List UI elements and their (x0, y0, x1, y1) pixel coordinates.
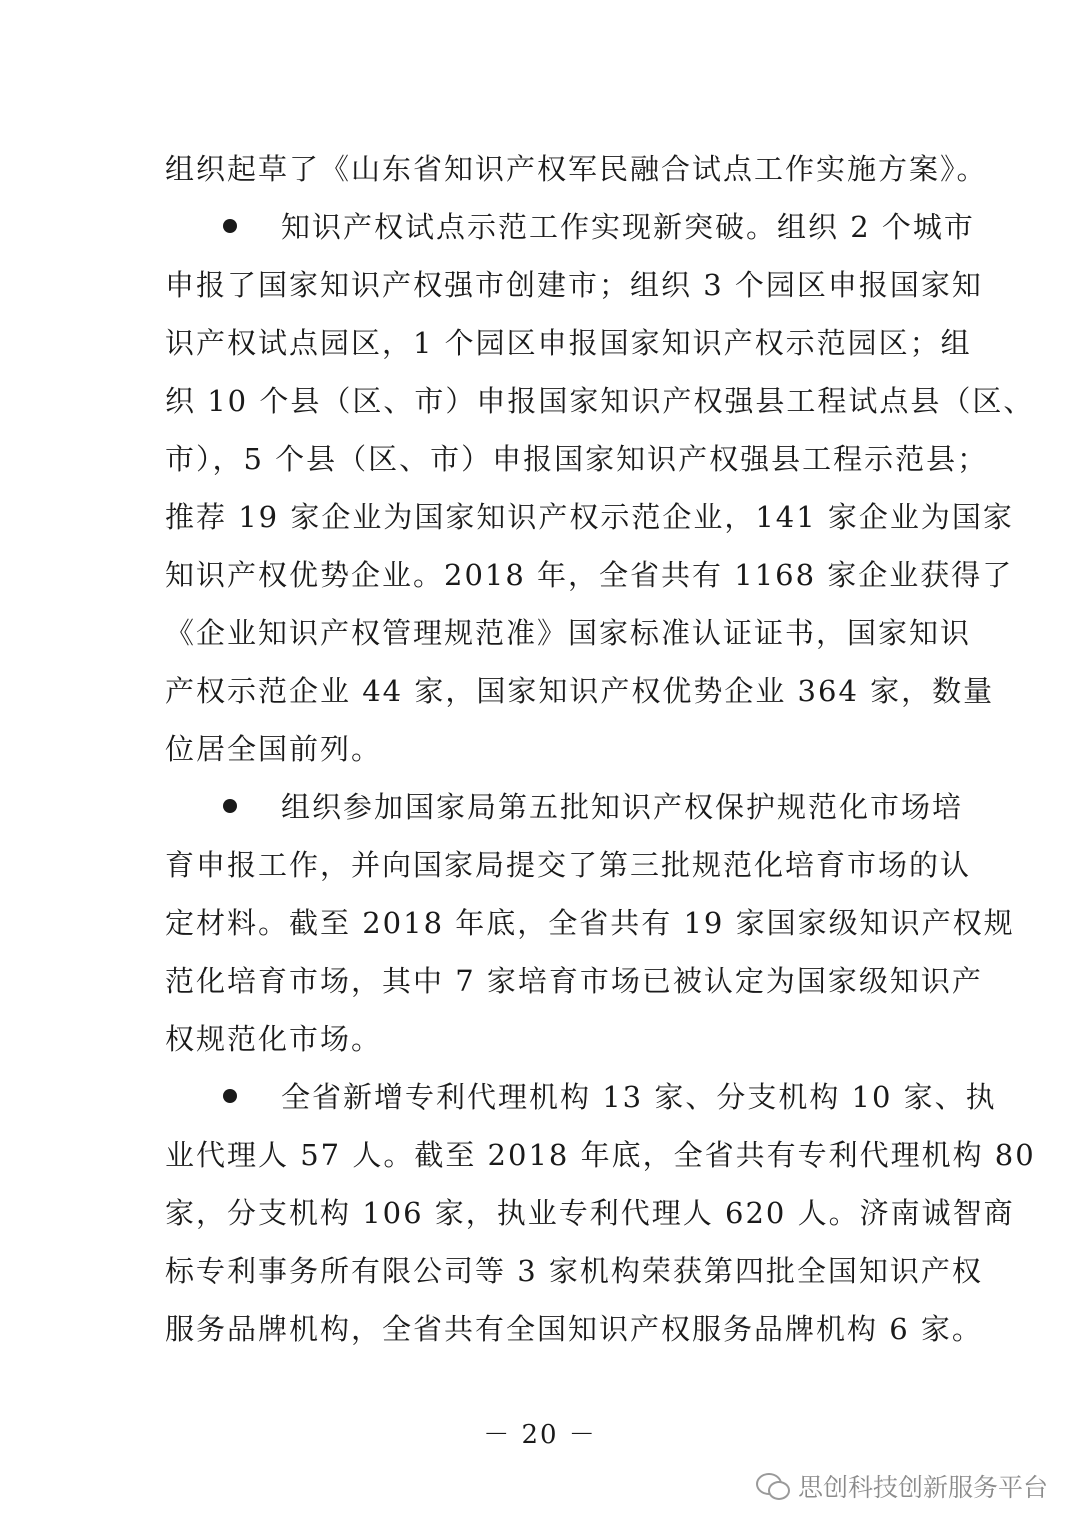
text-line: 业代理人 57 人。截至 2018 年底，全省共有专利代理机构 80 (165, 1138, 1036, 1172)
body-text (165, 140, 1036, 1358)
wechat-icon (756, 1471, 790, 1501)
text-line: 组织起草了《山东省知识产权军民融合试点工作实施方案》。 (165, 152, 988, 186)
text-line: 权规范化市场。 (165, 1022, 383, 1056)
page-number: － 20 － (483, 1420, 597, 1450)
text-line: 市），5 个县（区、市）申报国家知识产权强县工程示范县； (165, 442, 989, 476)
bullet-icon (223, 799, 237, 813)
watermark-text: 思创科技创新服务平台 (797, 1473, 1048, 1502)
text-line: 家，分支机构 106 家，执业专利代理人 620 人。济南诚智商 (165, 1196, 1015, 1230)
text-line: 织 10 个县（区、市）申报国家知识产权强县工程试点县（区、 (165, 384, 1035, 418)
text-line: 识产权试点园区，1 个园区申报国家知识产权示范园区；组 (165, 326, 972, 360)
text-line: 位居全国前列。 (165, 732, 383, 766)
text-line: 《企业知识产权管理规范准》国家标准认证证书，国家知识 (165, 616, 972, 650)
text-line: 产权示范企业 44 家，国家知识产权优势企业 364 家，数量 (165, 674, 995, 708)
text-line: 知识产权优势企业。2018 年，全省共有 1168 家企业获得了 (165, 558, 1014, 592)
bullet-line: 组织参加国家局第五批知识产权保护规范化市场培 (165, 778, 925, 836)
text-line: 服务品牌机构，全省共有全国知识产权服务品牌机构 6 家。 (165, 1312, 983, 1346)
text-line: 标专利事务所有限公司等 3 家机构荣获第四批全国知识产权 (165, 1254, 983, 1288)
text-line: 范化培育市场，其中 7 家培育市场已被认定为国家级知识产 (165, 964, 983, 998)
text-line: 申报了国家知识产权强市创建市；组织 3 个园区申报国家知 (165, 268, 983, 302)
bullet-icon (223, 1089, 237, 1103)
text-line: 推荐 19 家企业为国家知识产权示范企业，141 家企业为国家 (165, 500, 1014, 534)
text-line: 定材料。截至 2018 年底，全省共有 19 家国家级知识产权规 (165, 906, 1015, 940)
text-line: 育申报工作，并向国家局提交了第三批规范化培育市场的认 (165, 848, 972, 882)
bullet-icon (223, 219, 237, 233)
bullet-line: 知识产权试点示范工作实现新突破。组织 2 个城市 (165, 198, 925, 256)
watermark (756, 1468, 1048, 1504)
bullet-line: 全省新增专利代理机构 13 家、分支机构 10 家、执 (165, 1068, 925, 1126)
